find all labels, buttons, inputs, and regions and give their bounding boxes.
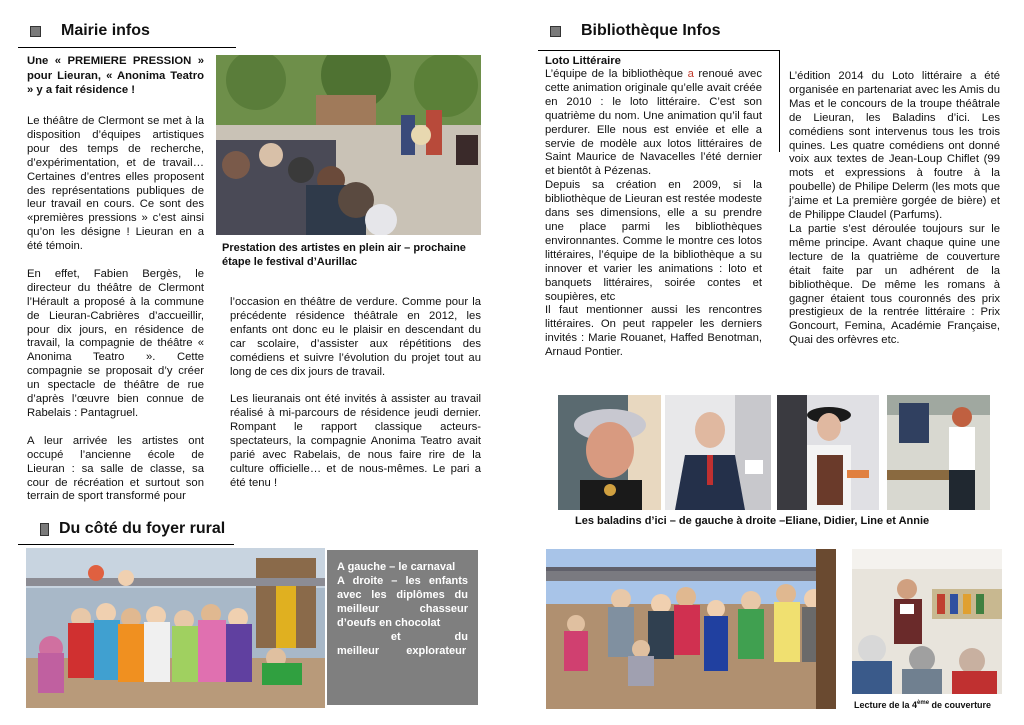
- theatre-photo: [216, 55, 481, 235]
- mairie-title-text: Mairie infos: [61, 22, 150, 39]
- biblio-paragraph: Il faut mentionner aussi les rencontres littéraires. On peut rappeler les derniers invités : Marie Rouanet, Haffed Benotman, Arnaud Pontier.: [545, 304, 762, 359]
- square-bullet-icon: [40, 523, 49, 536]
- biblio-accent-letter: a: [687, 68, 694, 80]
- mairie-paragraph: A leur arrivée les artistes ont occupé l’ancienne école de Lieuran : sa salle de classe, sa cour de récréation et surtout son terrain de sport transformé pour: [27, 434, 204, 503]
- biblio-rule-vertical: [779, 50, 780, 152]
- lecture-photo: [852, 549, 1002, 694]
- mairie-headline: Une « PREMIERE PRESSION » pour Lieuran, « Anonima Teatro » y a fait résidence !: [27, 55, 204, 96]
- mairie-paragraph: En effet, Fabien Bergès, le directeur du théâtre de Clermont l’Hérault a proposé à la commune de Lieuran-Cabrières d’accueillir, pour dix jours, en résidence de travail, la compagnie de théâtre « Anonima Teatro ». Cette compagnie se proposait d’y créer un spectacle de théâtre de rue d’après l’œuvre bien connue de Rabelais : Pantagruel.: [27, 267, 204, 420]
- baladin-photo-eliane: [558, 395, 661, 510]
- square-bullet-icon: [30, 26, 41, 37]
- foyer-rule: [18, 544, 234, 545]
- biblio-paragraph: Depuis sa création en 2009, si la bibliothèque de Lieuran est restée modeste dans ses dimensions, elle a su prendre une place parmi les bibliothèques environnantes. Comme le montre ces lotos littéraires, l’équipe de la bibliothèque a su innover et varier les animations : loto et banquets littéraires, soirée contes et soupières, etc: [545, 179, 762, 303]
- biblio-paragraph: La partie s’est déroulée toujours sur le même principe. Avant chaque quine une lecture de la quatrième de couverture était faite par un adhérent de la bibliothèque. De même les romans à gagner étaient tous couronnés des prix prestigieux de la rentrée littéraire : Prix Goncourt, Femina, Académie Française, Quai des orfèvres etc.: [789, 222, 1000, 347]
- biblio-intro-paragraph: [545, 68, 762, 179]
- foyer-caption-line: A gauche – le carnaval: [337, 561, 456, 573]
- biblio-intro-text-rest: renoué avec cette animation originale qu’elle avait créée en 2010 : le loto littéraire. C’est son quatrième du nom. Une animation qu’il faut perdurer. Elle nous est enviée et elle a servie de modèle aux lotos littéraires de Saint Maurice de Navacelles l’été dernier et bientôt à Pézenas.: [545, 68, 762, 178]
- mairie-column-2: [230, 296, 481, 491]
- baladin-photo-didier: [665, 395, 771, 510]
- mairie-paragraph: l’occasion en théâtre de verdure. Comme pour la précédente résidence théâtrale en 2012, les enfants ont donc eu le plaisir en descendant du car scolaire, d’assister aux répétitions des comédiens et suivre l’évolution du projet tout au long de ces dix jours de travail.: [230, 296, 481, 378]
- lecture-caption-text: Lecture de la 4: [854, 700, 918, 710]
- mairie-column-1: [27, 115, 204, 504]
- foyer-caption-box: [327, 550, 496, 705]
- foyer-caption-line: A droite – les enfants avec les diplômes du meilleur chasseur d’oeufs en chocolat: [337, 575, 468, 629]
- biblio-rule: [538, 50, 780, 51]
- diplomas-photo: [546, 549, 836, 709]
- biblio-column-2: [789, 70, 1000, 348]
- baladins-caption: Les baladins d’ici – de gauche à droite –Eliane, Didier, Line et Annie: [575, 515, 930, 527]
- lecture-caption-text-end: de couverture: [929, 700, 992, 710]
- baladin-photo-annie: [887, 395, 990, 510]
- foyer-section-title: [40, 520, 225, 538]
- biblio-column-1: [545, 68, 762, 360]
- biblio-intro-text: L’équipe de la bibliothèque: [545, 68, 684, 80]
- biblio-title-text: Bibliothèque Infos: [581, 22, 721, 39]
- mairie-paragraph: Les lieuranais ont été invités à assister au travail réalisé à mi-parcours de résidence jeudi dernier. Rompant le rapport classique acteurs-spectateurs, la compagnie Anonima Teatro avait parié avec Rabelais, de nous faire rire de la culture officielle… et de nous-mêmes. Le pari a été tenu !: [230, 393, 481, 489]
- mairie-rule: [18, 47, 236, 48]
- lecture-caption: [854, 697, 1014, 711]
- biblio-paragraph: L’édition 2014 du Loto littéraire a été organisée en partenariat avec les Amis du Mas et le concours de la troupe théâtrale de Lieuran, les Baladins d’ici. Les comédiens sont intervenus tous les trois quines. Les quatre comédiens ont donné voix aux textes de Jean-Loup Chiflet (99 mots et expressions à foutre à la poubelle) de Philipe Delerm (les mots que j’aime et La première gorgée de bière) et de Philippe Claudel (Parfums).: [789, 70, 1000, 222]
- square-bullet-icon: [550, 26, 561, 37]
- biblio-section-title: [550, 22, 721, 40]
- theatre-photo-caption: Prestation des artistes en plein air – prochaine étape le festival d’Aurillac: [222, 242, 466, 268]
- mairie-paragraph: Le théâtre de Clermont se met à la disposition d’équipes artistiques pour des temps de recherche, d’expérimentation, et de travail… Certaines d’entres elles proposent des représentations publiques de leur travail en cours. Ce sont des «premières pressions » c’est ainsi qu’on les désigne ! Lieuran en a été témoin.: [27, 115, 204, 253]
- foyer-caption-line: et du meilleur explorateur: [337, 631, 496, 657]
- carnaval-photo: [26, 548, 325, 708]
- foyer-title-text: Du côté du foyer rural: [59, 520, 226, 537]
- lecture-caption-sup: ème: [917, 700, 930, 706]
- baladin-photo-line: [777, 395, 879, 510]
- mairie-section-title: [30, 22, 150, 40]
- biblio-subtitle: Loto Littéraire: [545, 55, 621, 67]
